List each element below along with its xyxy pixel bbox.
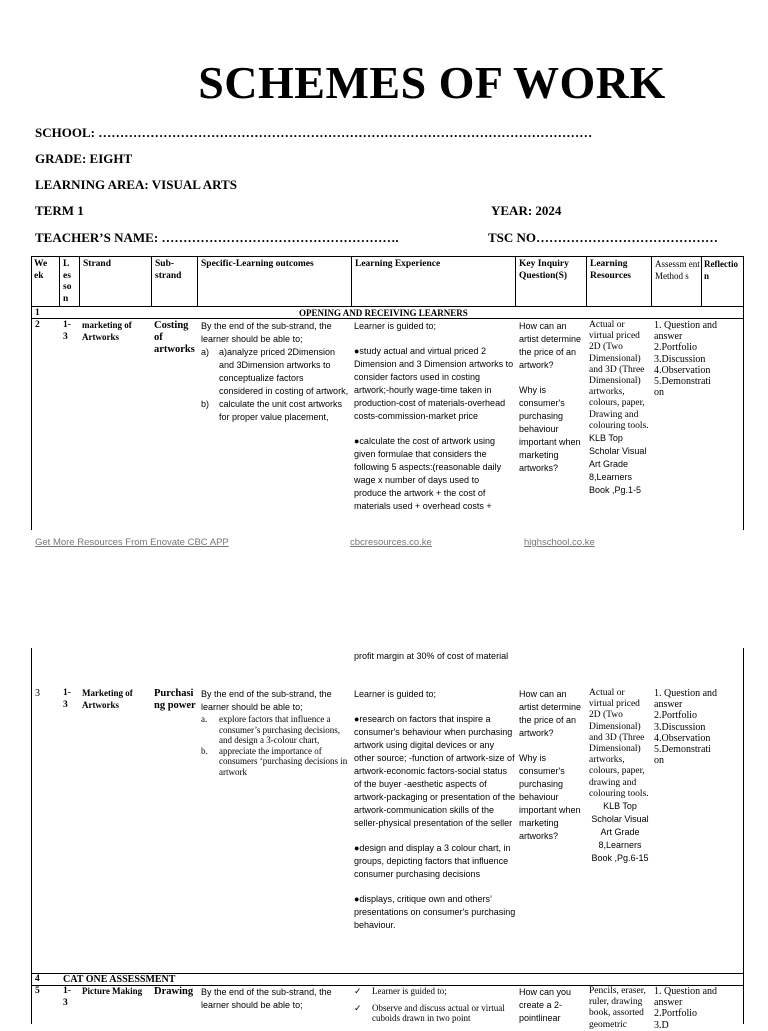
experience-intro: Learner is guided to;: [354, 321, 437, 331]
footer-app-link[interactable]: Get More Resources From Enovate CBC APP: [35, 537, 229, 548]
footer-highschool-link[interactable]: highschool.co.ke: [524, 537, 595, 548]
row-strand: marketing of Artworks: [82, 320, 132, 342]
row-assessment: 1. Question and answer 2.Portfolio 3.Discussion 4.Observation 5.Demonstrati on: [654, 688, 718, 767]
outcomes-intro: By the end of the sub-strand, the learner should be able to;: [201, 321, 332, 344]
outcome-item: [201, 714, 349, 746]
col-sep: [586, 256, 587, 306]
outcome-marker: b.: [201, 745, 208, 756]
inquiry-question: Why is consumer's purchasing behaviour important when marketing artworks?: [519, 385, 581, 473]
inquiry-question: Why is consumer's purchasing behaviour important when marketing artworks?: [519, 753, 581, 841]
col-sep: [59, 256, 60, 306]
col-sep: [197, 256, 198, 306]
check-icon: ✓: [354, 1002, 362, 1013]
outcome-item: [201, 746, 349, 778]
outcome-item: [201, 346, 349, 398]
col-sep: [515, 256, 516, 306]
experience-text: Learner is guided to;: [372, 986, 447, 996]
row-learning-experience: [354, 688, 516, 932]
cat-week: 4: [35, 974, 40, 984]
col-sep: [701, 256, 702, 306]
outcomes-intro: By the end of the sub-strand, the learner should be able to;: [201, 689, 332, 712]
experience-text: Observe and discuss actual or virtual cuboids drawn in two point: [372, 1002, 505, 1023]
row-learning-outcomes: By the end of the sub-strand, the learner should be able to;: [201, 987, 332, 1010]
header-learning-resources: Learning Resources: [590, 259, 631, 281]
header-inquiry-question: Key Inquiry Question(S): [519, 259, 569, 281]
resources-materials: Actual or virtual priced 2D (Two Dimensional) and 3D (Three Dimensional) artworks, colours, paper, drawing and colouring tools.: [589, 688, 649, 799]
header-strand: Strand: [83, 259, 111, 269]
term-field: TERM 1: [35, 203, 84, 218]
row-learning-experience: [354, 986, 514, 1030]
resources-book: KLB Top Scholar Visual Art Grade 8,Learners Book ,Pg.6-15: [591, 801, 649, 864]
school-field: SCHOOL: ……………………………………………………………………………………………………: [35, 125, 593, 140]
col-sep: [79, 256, 80, 306]
resources-book: KLB Top Scholar Visual Art Grade 8,Learners Book ,Pg.1-5: [589, 433, 647, 496]
experience-step: ●design and display a 3 colour chart, in groups, depicting factors that influence consumer purchasing decisions: [354, 843, 511, 879]
outcome-text: a)analyze priced 2Dimension and 3Dimension artworks to conceptualize factors considered in costing of artwork,: [219, 347, 349, 396]
table-border-left: [31, 648, 32, 1024]
header-assessment: Assessm ent Method s: [655, 259, 700, 281]
experience-item: [354, 986, 514, 997]
inquiry-question: How can an artist determine the price of an artwork?: [519, 689, 582, 738]
experience-step: ●research on factors that inspire a consumer's behaviour when purchasing artwork using digital devices or any other source; -function of artwork-size of artwork-economic factors-social status of the buyer -aesthetic aspects of artwork-packaging or presentation of the artwork-communication skills of the seller-physical presentation of the seller: [354, 714, 516, 828]
outcome-text: appreciate the importance of consumers ‘purchasing decisions in artwork: [219, 745, 348, 777]
outcome-marker: b): [201, 399, 210, 409]
outcome-marker: a.: [201, 714, 208, 724]
table-border-right: [743, 256, 744, 530]
table-header-divider: [31, 306, 743, 307]
row-strand: Marketing of Artworks: [82, 688, 133, 710]
year-field: YEAR: 2024: [491, 203, 562, 218]
header-reflection: Reflectio n: [704, 259, 738, 281]
row-substrand: Costing of artworks: [154, 320, 195, 355]
tsc-number-field: TSC NO……………………………………: [488, 230, 719, 245]
opening-text: OPENING AND RECEIVING LEARNERS: [299, 308, 468, 318]
row-lesson: 1- 3: [63, 688, 71, 710]
experience-step: ●displays, critique own and others’ presentations on consumer's purchasing behaviour.: [354, 894, 516, 930]
row-resources: Pencils, eraser, ruler, drawing book, assorted geometric: [589, 986, 646, 1030]
row-assessment: 1. Question and answer 2.Portfolio 3.Discussion 4.Observation 5.Demonstrati on: [654, 320, 718, 399]
outcome-item: [201, 398, 349, 424]
row-inquiry-questions: [519, 688, 583, 843]
row-assessment: 1. Question and answer 2.Portfolio 3.D: [654, 986, 718, 1031]
table-border-right: [743, 648, 744, 1024]
header-week: We ek: [34, 259, 48, 281]
row-learning-experience: [354, 320, 514, 513]
table-border-top: [31, 256, 743, 257]
col-sep: [351, 256, 352, 306]
row-inquiry-questions: [519, 320, 583, 475]
teacher-name-field: TEACHER’S NAME: ……………………………………………….: [35, 230, 399, 245]
opening-week: 1: [35, 308, 40, 318]
header-learning-outcomes: Specific-Learning outcomes: [201, 259, 314, 269]
continued-experience: profit margin at 30% of cost of material: [354, 651, 509, 661]
row-substrand: Purchasi ng power: [154, 688, 196, 711]
col-sep: [151, 256, 152, 306]
grade-field: GRADE: EIGHT: [35, 151, 133, 166]
table-border-left: [31, 256, 32, 530]
experience-item: [354, 1003, 514, 1024]
row-divider: [31, 318, 743, 319]
row-week: 3: [35, 688, 40, 699]
footer-cbc-link[interactable]: cbcresources.co.ke: [350, 537, 432, 548]
outcome-text: calculate the unit cost artworks for proper value placement,: [219, 399, 343, 422]
row-learning-outcomes: [201, 688, 349, 777]
header-substrand: Sub-strand: [155, 259, 182, 281]
inquiry-question: How can an artist determine the price of an artwork?: [519, 321, 582, 370]
row-lesson: 1- 3: [63, 320, 71, 342]
header-learning-experience: Learning Experience: [355, 259, 441, 269]
row-strand: Picture Making: [82, 986, 143, 996]
col-sep: [651, 256, 652, 306]
experience-step: ●calculate the cost of artwork using given formulae that considers the following 5 aspects:(reasonable daily wage x number of days used to produce the artwork + the cost of materials used + overhead costs +: [354, 436, 502, 511]
outcome-text: explore factors that influence a consumer’s purchasing decisions, and design a 3-colour chart,: [219, 714, 341, 745]
experience-step: ●study actual and virtual priced 2 Dimension and 3 Dimension artworks to consider factors used in costing artwork;-hourly wage-time taken in production-cost of materials-overhead costs-commission-market price: [354, 346, 514, 421]
resources-materials: Actual or virtual priced 2D (Two Dimensional) and 3D (Three Dimensional) artworks, colours, paper, Drawing and colouring tools.: [589, 320, 649, 431]
learning-area-field: LEARNING AREA: VISUAL ARTS: [35, 177, 237, 192]
row-week: 2: [35, 320, 40, 330]
row-substrand: Drawing: [154, 986, 194, 997]
outcome-marker: a): [201, 347, 210, 357]
row-resources: [589, 688, 651, 865]
row-lesson: 1- 3: [63, 986, 71, 1008]
header-lesson: L es so n: [63, 259, 72, 304]
row-week: 5: [35, 986, 40, 996]
cat-text: CAT ONE ASSESSMENT: [63, 974, 176, 985]
experience-intro: Learner is guided to;: [354, 689, 437, 699]
check-icon: ✓: [354, 986, 362, 996]
page-title: SCHEMES OF WORK: [198, 57, 666, 108]
row-learning-outcomes: [201, 320, 349, 424]
row-inquiry-questions: How can you create a 2-pointlinear: [519, 987, 572, 1023]
row-resources: [589, 320, 651, 497]
